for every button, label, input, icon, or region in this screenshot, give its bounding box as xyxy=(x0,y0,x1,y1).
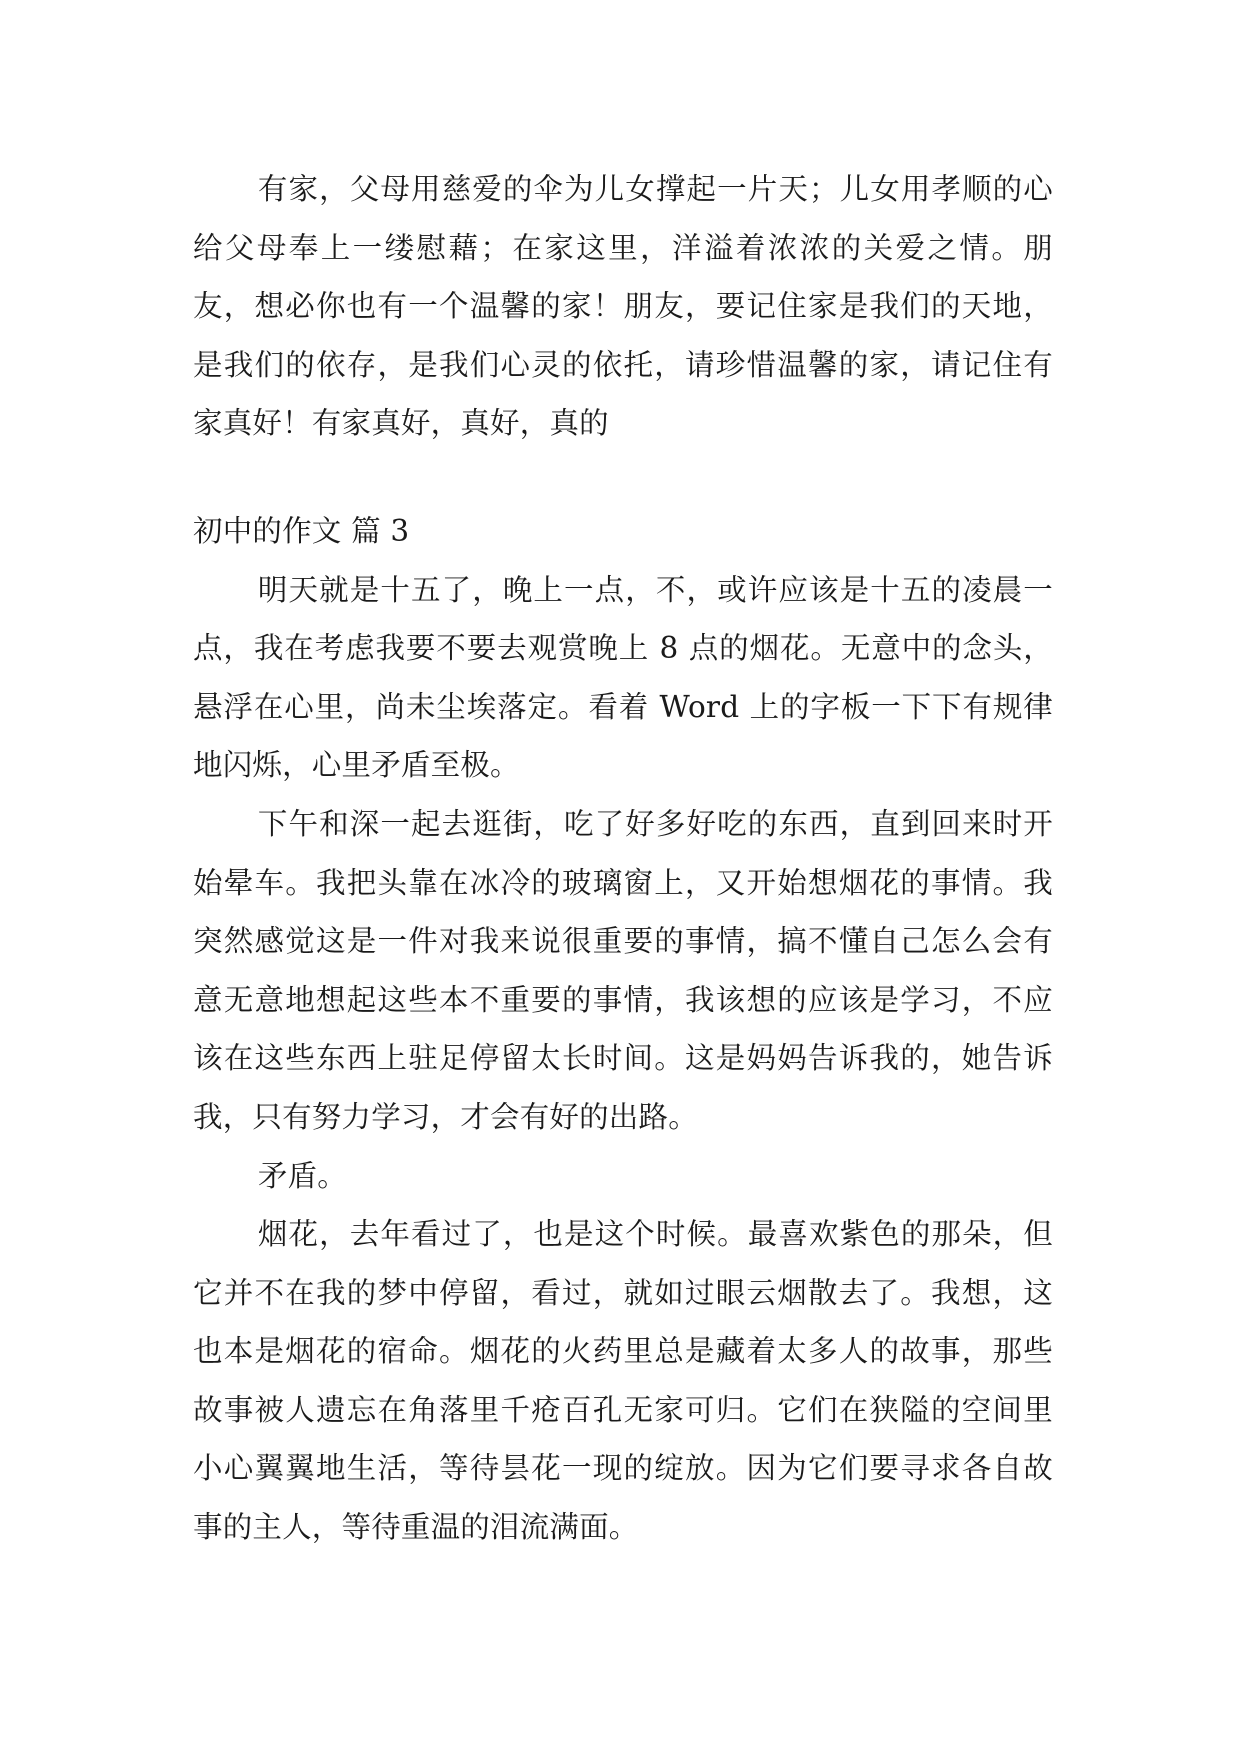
paragraph-2: 下午和深一起去逛街，吃了好多好吃的东西，直到回来时开始晕车。我把头靠在冰冷的玻璃窗上，又开始想烟花的事情。我突然感觉这是一件对我来说很重要的事情，搞不懂自己怎么会有意无意地想起这些本不重要的事情，我该想的应该是学习，不应该在这些东西上驻足停留太长时间。这是妈妈告诉我的，她告诉我，只有努力学习，才会有好的出路。 xyxy=(193,806,1053,1134)
paragraph-3: 矛盾。 xyxy=(257,1158,347,1193)
paragraph-spacer xyxy=(193,453,1053,502)
paragraph-1: 明天就是十五了，晚上一点，不，或许应该是十五的凌晨一点，我在考虑我要不要去观赏晚上 8 点的烟花。无意中的念头，悬浮在心里，尚未尘埃落定。看着 Word 上的字板一下下有规律地闪烁，心里矛盾至极。 xyxy=(193,572,1053,783)
document-page xyxy=(193,160,1053,1557)
paragraph-4: 烟花，去年看过了，也是这个时候。最喜欢紫色的那朵，但它并不在我的梦中停留，看过，就如过眼云烟散去了。我想，这也本是烟花的宿命。烟花的火药里总是藏着太多人的故事，那些故事被人遗忘在角落里千疮百孔无家可归。它们在狭隘的空间里小心翼翼地生活，等待昙花一现的绽放。因为它们要寻求各自故事的主人，等待重温的泪流满面。 xyxy=(193,1217,1053,1545)
paragraph-intro: 有家，父母用慈爱的伞为儿女撑起一片天；儿女用孝顺的心给父母奉上一缕慰藉；在家这里，洋溢着浓浓的关爱之情。朋友，想必你也有一个温馨的家！朋友，要记住家是我们的天地，是我们的依存，是我们心灵的依托，请珍惜温馨的家，请记住有家真好！有家真好，真好，真的 xyxy=(193,172,1053,441)
section-title: 初中的作文 篇 3 xyxy=(193,513,410,548)
